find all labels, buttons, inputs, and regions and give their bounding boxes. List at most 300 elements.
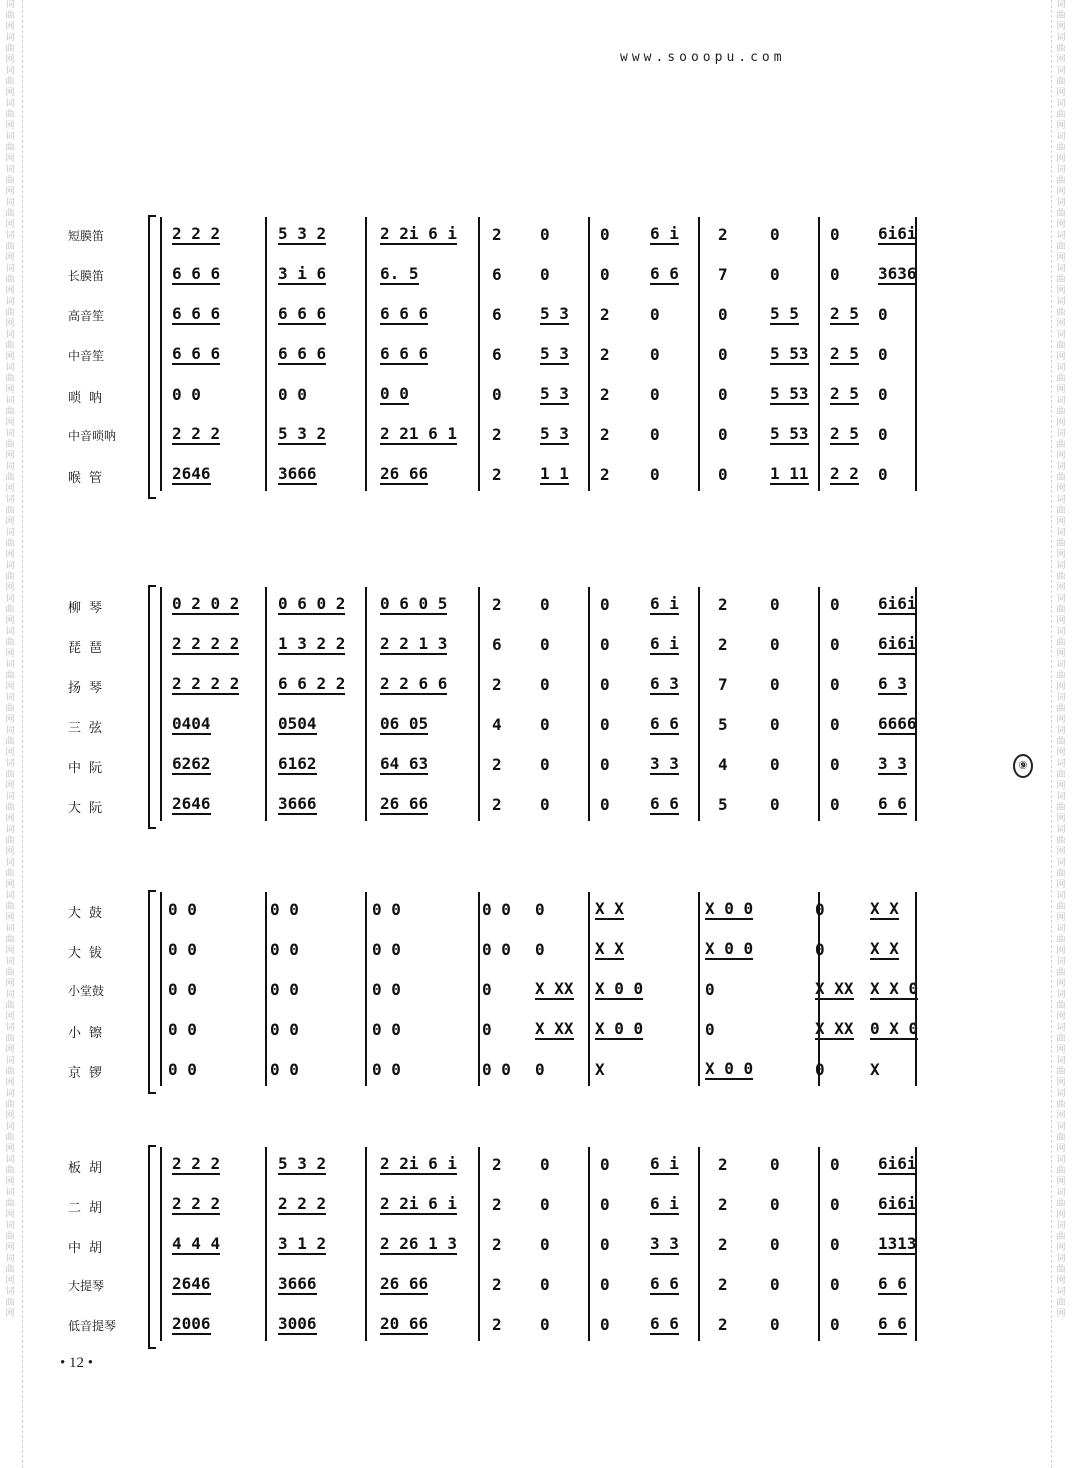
note-cell: 0 [540,1235,550,1254]
note-cell: 6i6i [878,594,917,613]
note-cell: 6 6 [650,264,679,283]
instrument-label: 扬琴 [68,681,111,696]
note-cell: 0 0 [270,900,299,919]
note-cell: 0 0 [168,940,197,959]
note-cell: 0 [830,635,840,654]
note-cell: 2 [492,425,502,444]
note-cell: 5 3 [540,384,569,403]
note-cell: 2 [492,1315,502,1334]
note-cell: 2 5 [830,304,859,323]
note-cell: 0 [540,795,550,814]
note-cell: 2 [492,595,502,614]
note-cell: 6 i [650,1154,679,1173]
note-cell: 2 [600,345,610,364]
note-cell: 7 [718,675,728,694]
note-cell: 6 [492,345,502,364]
note-cell: 0 0 [372,980,401,999]
note-cell: 0 [718,465,728,484]
note-cell: 3636 [878,264,917,283]
note-cell: 2 [718,1155,728,1174]
barline [160,217,162,491]
instrument-label: 柳琴 [68,601,111,616]
note-cell: 0 0 [168,900,197,919]
note-cell: 64 63 [380,754,429,773]
note-cell: 4 4 4 [172,1234,221,1253]
note-cell: 0 [830,755,840,774]
note-cell: 5 53 [770,384,809,403]
note-cell: 2 5 [830,424,859,443]
note-cell: 6 6 [650,794,679,813]
note-cell: 1 11 [770,464,809,483]
barline [478,1147,480,1341]
note-cell: 0 0 [168,980,197,999]
note-cell: 0 [718,425,728,444]
note-cell: 6 3 [878,674,907,693]
note-cell: X XX [815,1019,854,1038]
note-cell: 0 [705,980,715,999]
note-cell: X 0 0 [705,1059,754,1078]
note-cell: 3666 [278,794,317,813]
note-cell: 0 [600,1235,610,1254]
barline [698,892,700,1086]
note-cell: 0 0 [270,1020,299,1039]
note-cell: 2 [492,755,502,774]
system-brace [148,215,156,499]
note-cell: 6 [492,305,502,324]
note-cell: 0 [600,1315,610,1334]
page-number: • 12 • [60,1355,94,1371]
note-cell: 0 [770,635,780,654]
note-cell: 0 [535,900,545,919]
note-cell: 6 6 6 [172,264,221,283]
note-cell: 0 [830,265,840,284]
note-cell: 0 [705,1020,715,1039]
note-cell: 6262 [172,754,211,773]
note-cell: 6 6 [650,1314,679,1333]
note-cell: 2 [492,465,502,484]
note-cell: 2 [718,1315,728,1334]
note-cell: 6 [492,635,502,654]
margin-section-mark: ⑨ [1013,754,1033,778]
note-cell: 6666 [878,714,917,733]
note-cell: 0 [830,1275,840,1294]
note-cell: 3666 [278,1274,317,1293]
note-cell: 0 [770,595,780,614]
note-cell: 0 [830,1235,840,1254]
note-cell: 6 6 6 [172,304,221,323]
barline [588,892,590,1086]
note-cell: 2 2 6 6 [380,674,448,693]
final-barline [915,587,917,821]
note-cell: 0 [650,305,660,324]
note-cell: 3006 [278,1314,317,1333]
note-cell: 2646 [172,1274,211,1293]
instrument-label: 大鼓 [68,906,111,921]
note-cell: 2 [492,1195,502,1214]
note-cell: 0 [718,385,728,404]
note-cell: 0 [830,595,840,614]
site-url: www.sooopu.com [620,50,786,65]
note-cell: 2 [600,425,610,444]
note-cell: 0 [600,635,610,654]
note-cell: 0 [770,675,780,694]
note-cell: 0 [540,1195,550,1214]
note-cell: 2 5 [830,344,859,363]
instrument-label: 三弦 [68,721,111,736]
note-cell: 0 [718,305,728,324]
note-cell: 0 6 0 2 [278,594,346,613]
note-cell: 6 6 [878,1314,907,1333]
note-cell: 2 [600,465,610,484]
note-cell: 0 [540,635,550,654]
watermark-right: 词曲网词曲网词曲网词曲网词曲网词曲网词曲网词曲网词曲网词曲网词曲网词曲网词曲网词曲网词曲网词曲网词曲网词曲网词曲网词曲网词曲网词曲网词曲网词曲网词曲网词曲网词曲网词曲网词曲网词曲网词曲网词曲网词曲网词曲网词曲网词曲网词曲网词曲网词曲网词曲网 [1056,0,1066,1319]
note-cell: 0 [718,345,728,364]
barline [265,587,267,821]
note-cell: 0 [770,1275,780,1294]
note-cell: 2 2i 6 i [380,224,458,243]
note-cell: 0 2 0 2 [172,594,240,613]
note-cell: 6 i [650,224,679,243]
note-cell: 6 6 [650,1274,679,1293]
note-cell: 0 [600,795,610,814]
barline [160,1147,162,1341]
note-cell: X X [870,939,899,958]
note-cell: 0 [492,385,502,404]
instrument-label: 大阮 [68,801,111,816]
note-cell: 0 [830,795,840,814]
barline [265,1147,267,1341]
instrument-label: 京锣 [68,1066,111,1081]
note-cell: 0 0 [278,385,307,404]
note-cell: 5 5 [770,304,799,323]
note-cell: 0 [878,465,888,484]
note-cell: 0 0 [172,385,201,404]
note-cell: 2 2 1 3 [380,634,448,653]
note-cell: 0 0 [372,940,401,959]
note-cell: 0 [540,1275,550,1294]
instrument-label: 中胡 [68,1241,111,1256]
note-cell: 0 X 0 [870,1019,919,1038]
barline [698,217,700,491]
note-cell: 6i6i [878,634,917,653]
note-cell: 0 [815,940,825,959]
note-cell: 0 0 [482,1060,511,1079]
note-cell: 0 [600,715,610,734]
note-cell: 26 66 [380,794,429,813]
note-cell: 0 [600,225,610,244]
note-cell: 20 66 [380,1314,429,1333]
note-cell: 0 [770,1155,780,1174]
barline [478,217,480,491]
barline [365,217,367,491]
note-cell: X [870,1060,880,1079]
barline [818,1147,820,1341]
note-cell: 5 53 [770,344,809,363]
note-cell: 0 [650,385,660,404]
note-cell: X X [595,899,624,918]
note-cell: 6 6 [650,714,679,733]
note-cell: 1 1 [540,464,569,483]
note-cell: X XX [535,1019,574,1038]
note-cell: 2 2 2 2 [172,634,240,653]
note-cell: 0 [830,675,840,694]
note-cell: 7 [718,265,728,284]
barline [818,217,820,491]
note-cell: 3666 [278,464,317,483]
note-cell: 0 [770,225,780,244]
instrument-label: 二胡 [68,1201,111,1216]
instrument-label: 高音笙 [68,309,105,323]
note-cell: 1313 [878,1234,917,1253]
note-cell: 0 [878,305,888,324]
note-cell: 0 [878,425,888,444]
instrument-label: 板胡 [68,1161,111,1176]
note-cell: 3 1 2 [278,1234,327,1253]
note-cell: 0 [770,715,780,734]
note-cell: 0 [650,425,660,444]
note-cell: 0 [770,795,780,814]
note-cell: 2 2 2 2 [172,674,240,693]
note-cell: 2 26 1 3 [380,1234,458,1253]
instrument-label: 中音唢呐 [68,429,117,443]
barline [588,587,590,821]
instrument-label: 喉管 [68,471,111,486]
note-cell: 2 2 2 [172,1154,221,1173]
note-cell: 06 05 [380,714,429,733]
note-cell: 2 [718,1275,728,1294]
note-cell: 0504 [278,714,317,733]
instrument-label: 大钹 [68,946,111,961]
note-cell: 2646 [172,794,211,813]
note-cell: 0 0 [482,900,511,919]
note-cell: 6 i [650,1194,679,1213]
system-brace [148,890,156,1094]
note-cell: 0 0 [482,940,511,959]
instrument-label: 小堂鼓 [68,984,105,998]
note-cell: 6162 [278,754,317,773]
note-cell: 2 2 2 [278,1194,327,1213]
barline [588,1147,590,1341]
note-cell: 6i6i [878,1154,917,1173]
note-cell: 0 [830,1195,840,1214]
note-cell: 2 2 2 [172,224,221,243]
note-cell: X X 0 [870,979,919,998]
note-cell: 5 3 [540,344,569,363]
note-cell: 1 3 2 2 [278,634,346,653]
note-cell: 6i6i [878,1194,917,1213]
note-cell: 5 [718,795,728,814]
note-cell: 0 [482,980,492,999]
system-brace [148,1145,156,1349]
instrument-label: 中音笙 [68,349,105,363]
note-cell: 2006 [172,1314,211,1333]
note-cell: 6 6 6 [172,344,221,363]
note-cell: 5 3 [540,304,569,323]
note-cell: 2 [492,795,502,814]
note-cell: 2 21 6 1 [380,424,458,443]
note-cell: X X [870,899,899,918]
note-cell: 0 [878,385,888,404]
note-cell: 6i6i [878,224,917,243]
note-cell: 2 [718,1195,728,1214]
note-cell: 2 [718,595,728,614]
note-cell: X 0 0 [595,979,644,998]
note-cell: 0 [535,940,545,959]
note-cell: 0 [830,1155,840,1174]
note-cell: 0 [540,225,550,244]
note-cell: 0 [770,1315,780,1334]
note-cell: 0 [830,1315,840,1334]
watermark-left: 词曲网词曲网词曲网词曲网词曲网词曲网词曲网词曲网词曲网词曲网词曲网词曲网词曲网词曲网词曲网词曲网词曲网词曲网词曲网词曲网词曲网词曲网词曲网词曲网词曲网词曲网词曲网词曲网词曲网词曲网词曲网词曲网词曲网词曲网词曲网词曲网词曲网词曲网词曲网词曲网 [5,0,15,1319]
instrument-label: 大提琴 [68,1279,105,1293]
note-cell: X [595,1060,605,1079]
note-cell: 6 3 [650,674,679,693]
note-cell: 0 0 [372,1020,401,1039]
barline [698,1147,700,1341]
note-cell: 6 i [650,634,679,653]
note-cell: 2 [718,1235,728,1254]
barline [588,217,590,491]
note-cell: 5 3 2 [278,424,327,443]
note-cell: 2 2 [830,464,859,483]
note-cell: 6 [492,265,502,284]
note-cell: 0 0 [168,1020,197,1039]
barline [160,587,162,821]
note-cell: 0 0 [372,1060,401,1079]
instrument-label: 长膜笛 [68,269,105,283]
final-barline [915,217,917,491]
barline [478,892,480,1086]
note-cell: 26 66 [380,1274,429,1293]
note-cell: 0 [770,265,780,284]
note-cell: 3 3 [650,1234,679,1253]
note-cell: X 0 0 [595,1019,644,1038]
note-cell: 2 [492,675,502,694]
note-cell: 0 [600,1195,610,1214]
instrument-label: 小镲 [68,1026,111,1041]
instrument-label: 琵琶 [68,641,111,656]
note-cell: 0 [770,755,780,774]
note-cell: 0 [600,755,610,774]
note-cell: 0 [600,595,610,614]
barline [365,892,367,1086]
note-cell: 2 2 2 [172,424,221,443]
note-cell: X XX [535,979,574,998]
note-cell: 6 6 6 [278,344,327,363]
instrument-label: 低音提琴 [68,1319,117,1333]
note-cell: 0 6 0 5 [380,594,448,613]
note-cell: 6. 5 [380,264,419,283]
note-cell: 0 [770,1195,780,1214]
instrument-label: 唢呐 [68,391,111,406]
note-cell: 0 [650,465,660,484]
note-cell: 2 [492,225,502,244]
note-cell: 0 [815,900,825,919]
note-cell: 2 5 [830,384,859,403]
note-cell: 4 [718,755,728,774]
note-cell: 5 53 [770,424,809,443]
note-cell: 4 [492,715,502,734]
note-cell: 0 [815,1060,825,1079]
note-cell: 0 [540,595,550,614]
note-cell: 0 [830,715,840,734]
note-cell: 0 0 [270,940,299,959]
note-cell: X 0 0 [705,899,754,918]
note-cell: 0 [878,345,888,364]
barline [478,587,480,821]
note-cell: 2 [718,635,728,654]
note-cell: 0 0 [270,980,299,999]
note-cell: 2 [492,1235,502,1254]
note-cell: 0 [540,715,550,734]
note-cell: 0 [540,755,550,774]
note-cell: 6 6 6 [278,304,327,323]
note-cell: 2 [600,305,610,324]
barline [365,1147,367,1341]
note-cell: 0 [535,1060,545,1079]
note-cell: 2 [600,385,610,404]
note-cell: 2 [492,1275,502,1294]
barline [265,892,267,1086]
note-cell: 0 [830,225,840,244]
note-cell: 3 3 [650,754,679,773]
barline [160,892,162,1086]
note-cell: 6 6 [878,794,907,813]
note-cell: 0 0 [380,384,409,403]
note-cell: 0 0 [270,1060,299,1079]
note-cell: 0 [600,675,610,694]
note-cell: 0 [540,1155,550,1174]
note-cell: 0 [600,1155,610,1174]
note-cell: 2646 [172,464,211,483]
system-brace [148,585,156,829]
note-cell: 0 [770,1235,780,1254]
instrument-label: 短膜笛 [68,229,105,243]
note-cell: 0 [482,1020,492,1039]
note-cell: 26 66 [380,464,429,483]
note-cell: X X [595,939,624,958]
note-cell: 5 3 [540,424,569,443]
note-cell: 0 0 [168,1060,197,1079]
note-cell: 0 [540,265,550,284]
note-cell: 3 i 6 [278,264,327,283]
note-cell: 0 [650,345,660,364]
note-cell: X 0 0 [705,939,754,958]
note-cell: 0 [540,675,550,694]
barline [365,587,367,821]
note-cell: 0 0 [372,900,401,919]
note-cell: 2 [492,1155,502,1174]
note-cell: 3 3 [878,754,907,773]
note-cell: 2 [718,225,728,244]
note-cell: 0 [600,1275,610,1294]
note-cell: 6 6 2 2 [278,674,346,693]
instrument-label: 中阮 [68,761,111,776]
note-cell: 5 3 2 [278,1154,327,1173]
note-cell: 6 6 6 [380,304,429,323]
note-cell: 6 6 6 [380,344,429,363]
note-cell: 5 3 2 [278,224,327,243]
barline [265,217,267,491]
note-cell: 2 2i 6 i [380,1154,458,1173]
note-cell: 2 2 2 [172,1194,221,1213]
barline [698,587,700,821]
note-cell: 5 [718,715,728,734]
note-cell: 0 [540,1315,550,1334]
note-cell: X XX [815,979,854,998]
note-cell: 0404 [172,714,211,733]
note-cell: 2 2i 6 i [380,1194,458,1213]
